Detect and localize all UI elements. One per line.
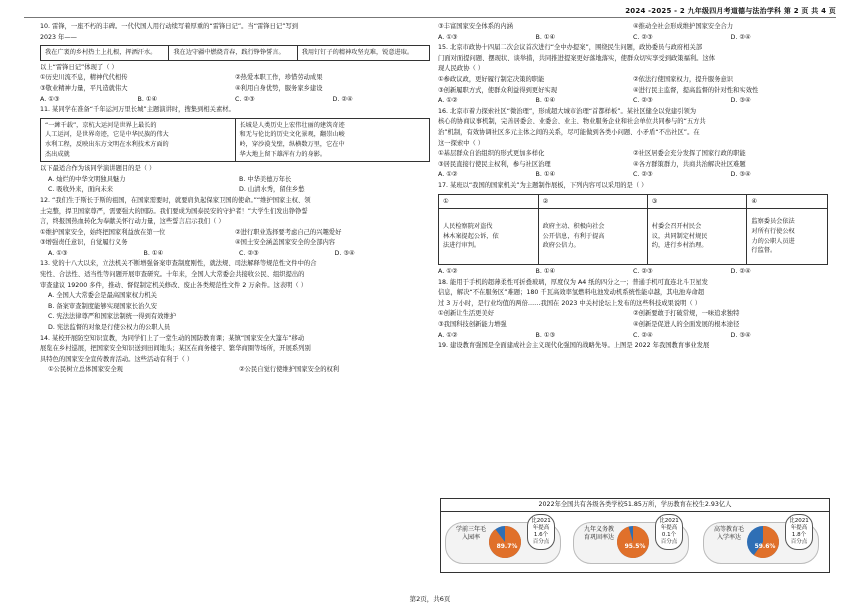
q11-option-b[interactable]: B. 中华美德万年长 [239, 175, 292, 183]
stat-label-line: 入学率达 [716, 534, 741, 541]
q15-line: 门面对面提问题、摆现状、谈举措，共同推进提案更好落地落实，使群众切实享受到政策福利。这体 [438, 54, 716, 62]
q17-cell-line: 林木案提起公诉，依 [443, 232, 499, 240]
q12-line: 12. “我们生于斯长于斯的祖国，在国家需要时，就要肩负起保家卫国的使命。”“维护国家主权、领 [40, 196, 311, 204]
q10-option-d[interactable]: D. ②④ [332, 95, 353, 103]
increase-line: 百分点 [660, 539, 678, 545]
q14-option-a[interactable]: A. ①③ [438, 33, 458, 41]
q13-line: 13. 党的十八大以来，立法机关不断增强备案审查制度刚性，就法规、司法解释等规范性文件中的合 [40, 260, 317, 268]
q11-wall-line: 和无与伦比的历史文化景观，翻崇山峻 [239, 131, 345, 139]
q18-option-d[interactable]: D. ③④ [730, 331, 751, 339]
q14-item-1: ①公民树立总体国家安全观 [48, 366, 123, 374]
q16-item-2: ②社区居委会充分发挥了国家行政的职能 [633, 150, 746, 158]
q17-cell-line: 政府公信力。 [542, 242, 580, 250]
q12-option-b[interactable]: B. ①④ [143, 249, 164, 257]
q11-canal-line: 人工运河，是世界奇迹，它是中华民族的伟大 [45, 131, 169, 139]
q17-option-d[interactable]: D. ②④ [730, 268, 751, 276]
q19-line: 19. 建设教育强国是全面建成社会主义现代化强国的战略先导。上图是 2022 年我国教育事业发展 [438, 342, 710, 350]
q14-item-4: ④推动全社会形成维护国家安全合力 [633, 23, 734, 30]
q14-line: 具特色的国家安全宣传教育活动。这些活动有利于（ ） [40, 355, 194, 363]
q15-option-c[interactable]: C. ②③ [633, 97, 653, 105]
q11-option-c[interactable]: C. 吸收外来，面向未来 [48, 186, 114, 194]
page-footer: 第2页，共6页 [409, 595, 451, 603]
stat-label-line: 学前三年毛 [455, 526, 486, 533]
q14-line: 展览在乡村巡展，把国家安全知识送到田间地头；某区在商务楼宇、繁华商圈等场所，开展系列别 [40, 345, 311, 353]
stat-label-line: 九年义务教 [583, 526, 614, 533]
stat-increase-compulsory [655, 514, 683, 550]
q10-cell-2: 我在边守疆中燃烧青春，践行铮铮誓言。 [169, 46, 297, 61]
q15-item-4: ④进行民主监督，提高监督的针对性和实效性 [633, 86, 759, 94]
q17-cell-line: 行监督。 [751, 247, 777, 255]
q17-cell-line: 对所有行使公权 [751, 228, 795, 235]
pie-value-label-compulsory: 95.5% [624, 543, 646, 550]
q17-cell-line: 监察委员会依法 [751, 218, 795, 226]
q10-stem-2: 2023 年—— [40, 33, 77, 41]
q12-line: 土完整，捍卫国家尊严，需要强大的国防。我们要成为国泰民安的守护者！”大学生们发出铮铮誓 [40, 207, 308, 215]
q15-line: 现人民政协（ ） [438, 65, 485, 73]
q18-option-c[interactable]: C. ②④ [633, 331, 653, 339]
increase-line: 年提高 [532, 525, 550, 531]
q17-cell-line: 议，共同制定村规民 [651, 232, 708, 240]
q10-item-1: ①历史川流不息，精神代代相传 [40, 74, 128, 82]
q16-line: 16. 北京市着力探索社区“微治理”，形成超大城市治理“首都样板”。某社区健全以党建引领为 [438, 107, 697, 115]
q18-option-a[interactable]: A. ①② [438, 331, 458, 339]
q16-line: 治”机制，有效协调社区多元主体之间的关系，尽可能做到各类小问题、小矛盾“不出社区”。在 [438, 128, 700, 136]
increase-line: 百分点 [532, 539, 550, 545]
q11-cell-canal [41, 118, 236, 161]
q11-after: 以下最适合作为该同学演讲题目的是（ ） [40, 165, 156, 173]
q13-option-a[interactable]: A. 全国人大常委会是最高国家权力机关 [48, 292, 157, 300]
q17-cell-line: 力的公职人员进 [751, 237, 795, 245]
q17-cell-line: 公开信息，有利于提高 [542, 232, 605, 240]
q15-item-2: ②依法行使国家权力，提升服务意识 [633, 75, 734, 83]
pie-slice-preschool [489, 526, 521, 558]
stat-label-line: 高等教育毛 [713, 526, 744, 533]
q15-option-a[interactable]: A. ①② [438, 97, 458, 105]
q12-option-c[interactable]: C. ②③ [239, 249, 259, 257]
q11-canal-line: “一縴千载”，京杭大运河是世界上最长的 [45, 121, 157, 129]
q17-stem: 17. 某班以“我国的国家机关”为主题制作展板，下列内容可以采用的是（ ） [438, 181, 648, 189]
q17-cell-line: 村委会召开村民会 [651, 223, 702, 231]
q17-cell-line: 约，进行乡村治理。 [651, 242, 708, 250]
q10-item-3: ③敬业精神力量，平凡造就伟大 [40, 84, 128, 92]
q14-option-c[interactable]: C. ②③ [633, 33, 653, 41]
q12-line: 言，终报国热血转化为奉献关怀行动力量，这些誓言启示我们（ ） [40, 218, 225, 226]
q11-option-d[interactable]: D. 山清水秀，留住乡愁 [239, 186, 305, 194]
q17-board-table [438, 194, 828, 266]
q17-cell-line: 法进行审判。 [443, 242, 481, 250]
left-column [40, 22, 430, 376]
q11-material-table [40, 118, 430, 162]
q17-cell-3 [647, 209, 747, 265]
q16-item-1: ①基层群众自治组织的形式更加多样化 [438, 150, 545, 158]
q14-line: 14. 某校开展防空知识宣教，为同学们上了一堂生动的国防教育课；某镇“国家安全大篷车”移动 [40, 334, 305, 342]
q18-line: 过 3 万小时，是行业均值的两倍……我国在 2023 中关村论坛上发布的这些科技成果说明（ ） [438, 299, 702, 307]
header-rule [24, 17, 836, 18]
q12-item-4: ④国土安全涵盖国家安全的全部内容 [235, 239, 336, 247]
q16-line: 这一探索中（ ） [438, 139, 485, 147]
q12-option-d[interactable]: D. ③④ [334, 249, 355, 257]
stat-increase-higher [785, 514, 813, 550]
q10-item-2: ②热爱本职工作，珍惜劳动成果 [235, 74, 323, 82]
q14-option-d[interactable]: D. ②④ [730, 33, 751, 41]
q12-option-a[interactable]: A. ①③ [48, 249, 68, 257]
q11-wall-line: 岭，穿沙漠戈壁，纵横数万里，它在中 [239, 140, 345, 148]
pie-slice-compulsory [617, 526, 649, 558]
q18-item-3: ③我国科技创新能力增强 [438, 321, 507, 329]
q17-option-a[interactable]: A. ①② [438, 268, 458, 276]
increase-line: 比2021 [789, 518, 809, 524]
q11-wall-line: 长城是人类历史上宏伟壮丽的建筑奇迹 [239, 121, 345, 129]
q15-item-3: ③创新履职方式，使群众利益得到更好实现 [438, 86, 557, 94]
q14-item-3: ③丰富国家安全体系的内涵 [438, 23, 513, 30]
increase-line: 比2021 [531, 518, 551, 524]
q15-option-d[interactable]: D. ③④ [730, 97, 751, 105]
q14-option-b[interactable]: B. ①④ [535, 33, 556, 41]
q15-item-1: ①参政议政，更好履行制定决策的职能 [438, 75, 545, 83]
q17-cell-1 [439, 209, 539, 265]
q10-item-4: ④利用自身优势，服务家乡建设 [235, 84, 323, 92]
q16-option-a[interactable]: A. ①② [438, 171, 458, 179]
q10-stem: 10. 雷锋，一座不朽的丰碑。一代代国人用行动续写着厚重的“雷锋日记”。当“雷锋日记”写到 [40, 23, 299, 30]
q17-cell-line: 人民检察院对盗伐 [443, 223, 493, 231]
increase-line: 1.6个 [533, 532, 549, 538]
stat-label-line: 入园率 [461, 534, 480, 541]
q17-cell-4 [747, 209, 828, 265]
stat-label-line: 育巩固率达 [583, 534, 614, 541]
q18-line: 18. 能用于手机的超薄柔性可折叠玻璃，厚度仅为 A4 纸的四分之一；普通手机可直连北斗卫星发 [438, 278, 708, 286]
pie-value-label-preschool: 89.7% [496, 543, 518, 550]
q17-head-4: ④ [747, 194, 828, 209]
q19-graph-title: 2022年全国共有各级各类学校51.85万所，学历教育在校生2.93亿人 [440, 498, 830, 512]
q10-after: 以上“雷锋日记”体现了（ ） [40, 63, 118, 71]
q17-option-c[interactable]: C. ②③ [633, 268, 653, 276]
stat-increase-preschool [527, 514, 555, 550]
q11-cell-wall [235, 118, 430, 161]
q11-wall-line: 华大地上留下雄浑有力的身影。 [239, 150, 327, 158]
q10-option-c[interactable]: C. ②③ [235, 95, 255, 103]
q18-item-1: ①创新让生活更美好 [438, 310, 495, 318]
q11-stem: 11. 某同学在准备“千年运河万里长城”主题演讲时，搜集到相关素材。 [40, 106, 235, 114]
increase-line: 年提高 [790, 525, 808, 531]
pie-charts [441, 510, 829, 572]
q16-option-d[interactable]: D. ③④ [730, 171, 751, 179]
q10-diary-table [40, 45, 430, 61]
q14-item-2: ②公民自觉行使维护国家安全的权利 [239, 366, 340, 374]
increase-line: 百分点 [790, 539, 808, 545]
q17-cell-line: 政府主动、积极向社会 [542, 223, 605, 231]
q10-cell-1: 我在广袤的乡村热土上扎根，挥洒汗水。 [41, 46, 169, 61]
q17-head-3: ③ [647, 194, 747, 209]
q17-cell-2 [538, 209, 647, 265]
increase-line: 0.1个 [661, 532, 677, 538]
q16-option-b[interactable]: B. ①④ [535, 171, 556, 179]
increase-line: 年提高 [660, 525, 678, 531]
q13-line: 审查建议 19200 多件，推动、督促制定机关修改、废止各类规范性文件 2 万余件。这表明（ ） [40, 281, 308, 289]
q17-head-2: ② [538, 194, 647, 209]
pie-value-label-higher: 59.6% [754, 543, 776, 550]
q17-option-b[interactable]: B. ①④ [535, 268, 556, 276]
q18-line: 信息，解决“不在服务区”难题；180 千瓦高效率氢燃料电池发动机系统性能卓越，其电池寿命超 [438, 289, 705, 297]
q10-option-a[interactable]: A. ①③ [40, 95, 60, 103]
q18-option-b[interactable]: B. ①③ [535, 331, 556, 339]
q16-item-3: ③居民直接行使民主权利，参与社区治理 [438, 160, 551, 168]
q11-canal-line: 水利工程，反映出东方文明在水利技术方面的 [45, 140, 169, 148]
q19-infographic [440, 510, 830, 573]
q13-line: 宪性、合法性、适当性等问题开展审查研究。十年来，全国人大常委会共接收公民、组织提出的 [40, 271, 305, 279]
q13-option-c[interactable]: C. 宪法法律尊严和国家法制统一得到有效维护 [48, 313, 177, 321]
q18-item-2: ②创新要敢于打破常规，一味追求独特 [633, 310, 740, 318]
q15-option-b[interactable]: B. ①④ [535, 97, 556, 105]
q11-canal-line: 杰出成就 [45, 150, 70, 158]
right-column [438, 22, 828, 352]
q17-head-1: ① [439, 194, 539, 209]
increase-line: 比2021 [659, 518, 679, 524]
q15-line: 15. 北京市政协十四届二次会议首次进行“全中办提案”，围绕民生问题，政协委员与政府相关部 [438, 44, 703, 52]
q16-option-c[interactable]: C. ②③ [633, 171, 653, 179]
q10-option-b[interactable]: B. ①④ [137, 95, 158, 103]
q12-item-2: ②进行职业选择要考虑自己的兴趣爱好 [235, 228, 342, 236]
q12-item-3: ③增强责任意识，自觉履行义务 [40, 239, 128, 247]
q13-option-b[interactable]: B. 备案审查制度能够实现国家长治久安 [48, 302, 158, 310]
q11-option-a[interactable]: A. 灿烂的中华文明独具魅力 [48, 175, 126, 183]
q16-line: 核心的协商议事机制，完善居委会、业委会、业主、物业服务企业和社会单位共同参与的“五方共 [438, 118, 706, 126]
q18-item-4: ④创新是促进人的全面发展的根本途径 [633, 321, 740, 329]
q13-option-d[interactable]: D. 宪法监督的对象是行使公权力的公职人员 [48, 324, 171, 332]
page-header: 2024 -2025 - 2 九年级四月考道德与法治学科 第 2 页 共 4 页 [625, 7, 836, 15]
increase-line: 1.8个 [791, 532, 807, 538]
q16-item-4: ④各方群策群力，共商共治解决社区难题 [633, 160, 746, 168]
q10-cell-3: 我用钉钉子的精神攻坚克难，锐意进取。 [297, 46, 429, 61]
q12-item-1: ①维护国家安全，始终把国家利益放在第一位 [40, 228, 166, 236]
